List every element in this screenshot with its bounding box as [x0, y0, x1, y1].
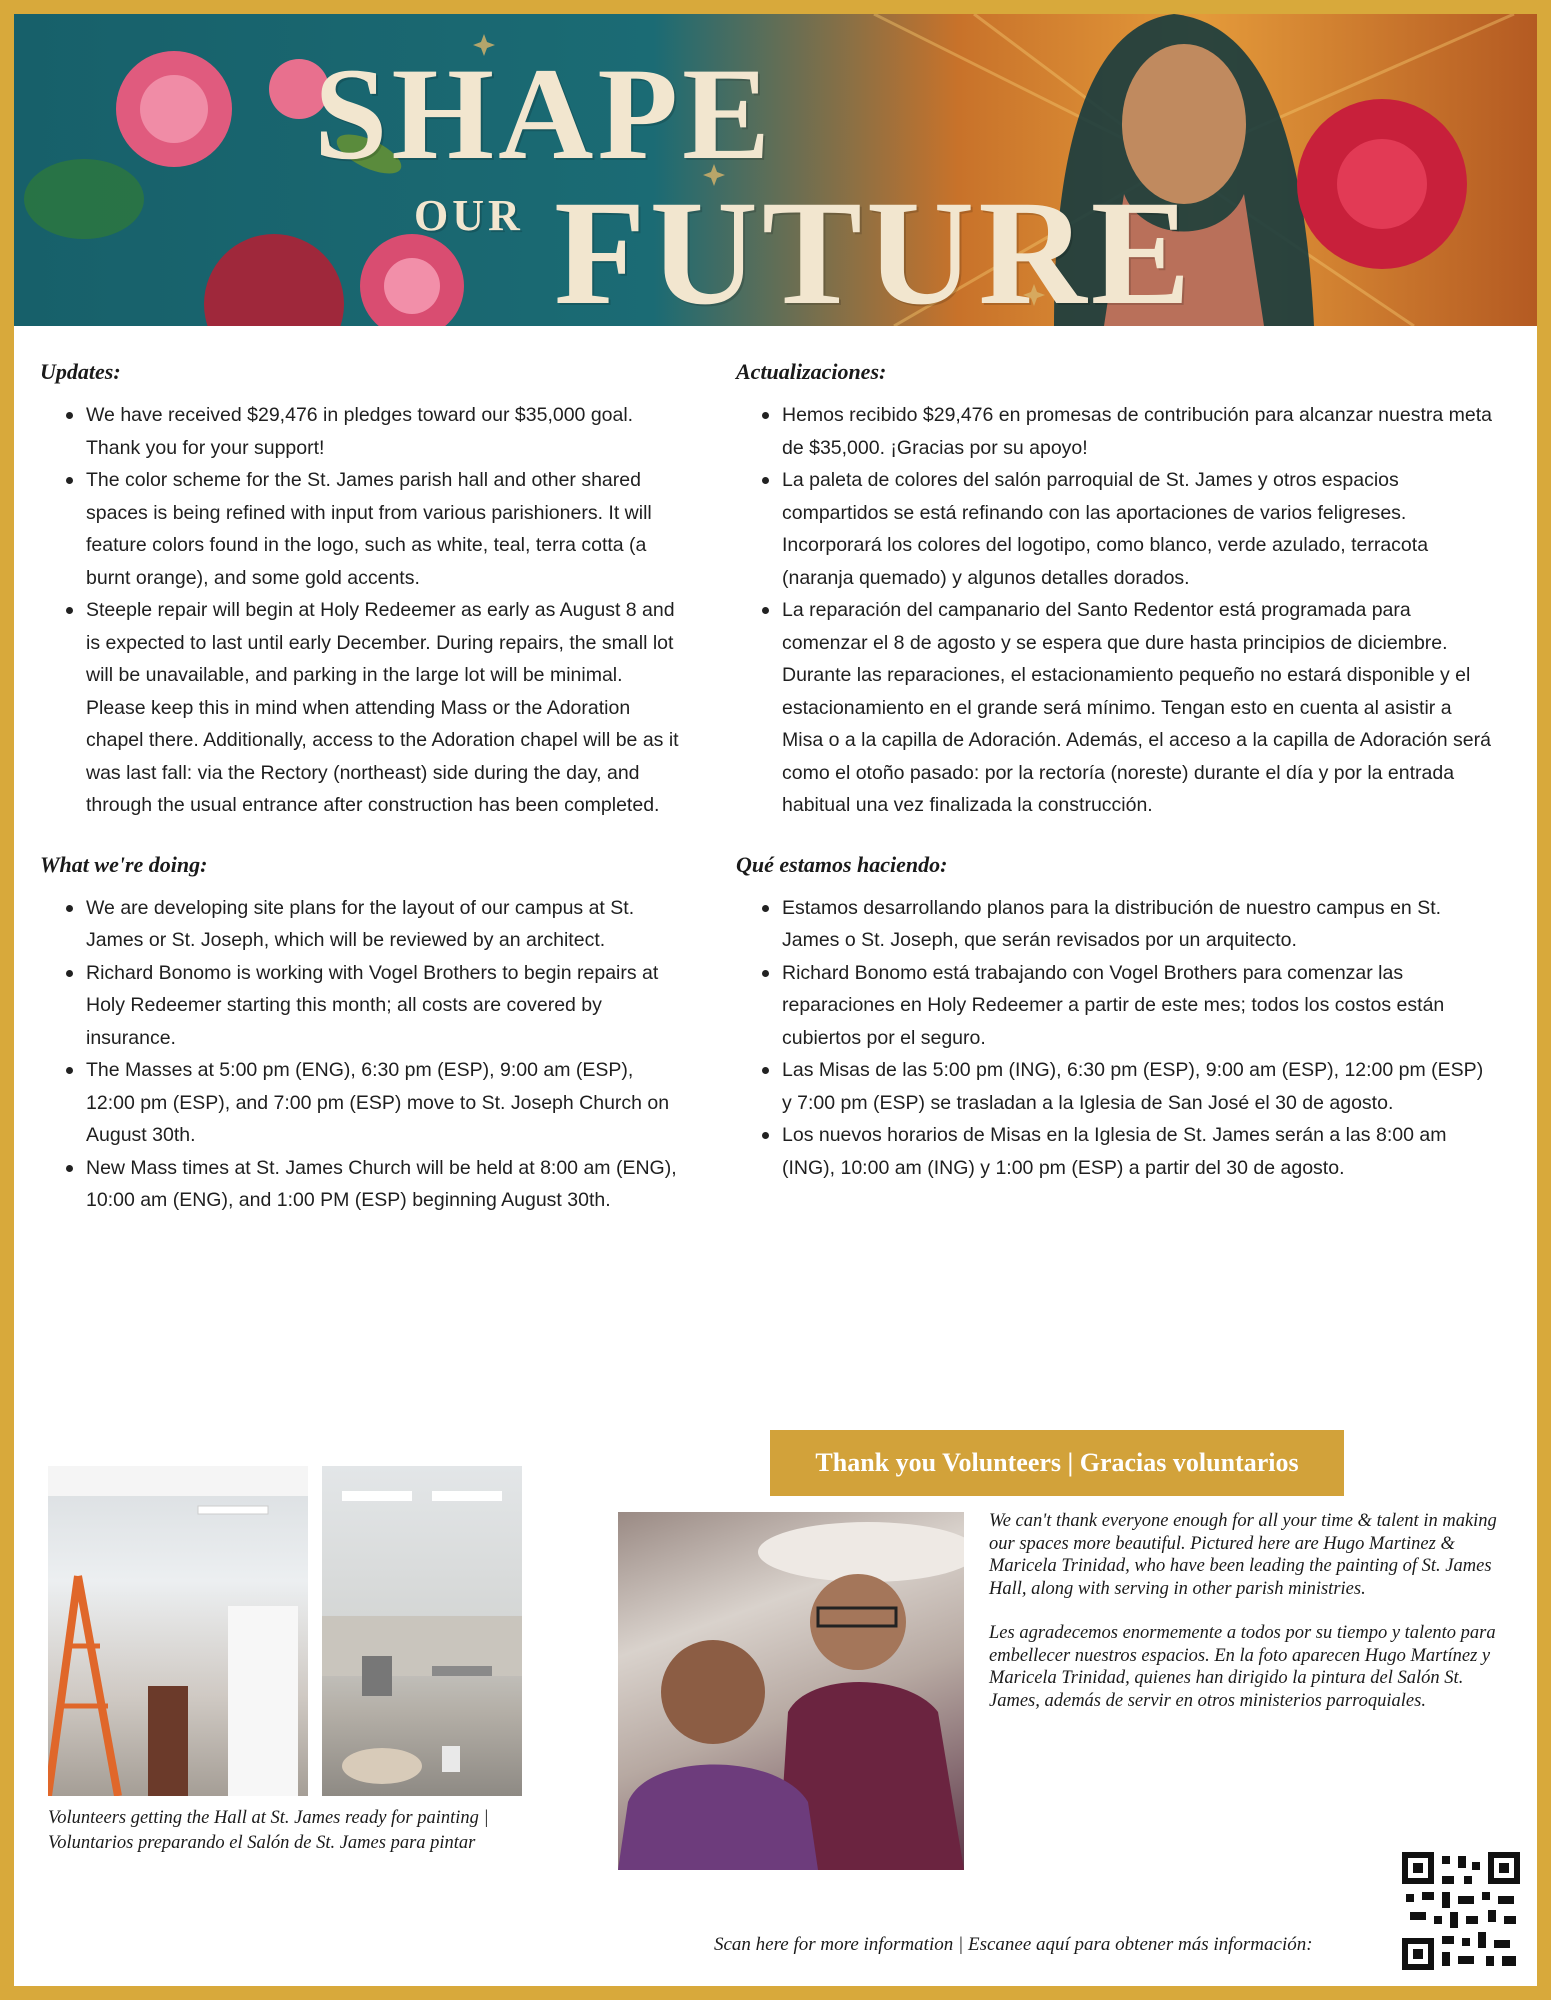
- list-item: La reparación del campanario del Santo Redentor está programada para comenzar el 8 de agosto y se espera que dure hasta principios de diciembre. Durante las reparaciones, el estacionamiento pequeño no estará disponible y el estacionamiento en el grande será mínimo. Tengan esto en cuenta al asistir a Misa o a la capilla de Adoración. Además, el acceso a la capilla de Adoración será como el otoño pasado: por la rectoría (noreste) durante el día y por la entrada habitual una vez finalizada la construcción.: [782, 594, 1496, 822]
- list-item: Hemos recibido $29,476 en promesas de contribución para alcanzar nuestra meta de $35,000. ¡Gracias por su apoyo!: [782, 399, 1496, 464]
- list-item: The color scheme for the St. James parish hall and other shared spaces is being refined with input from various parishioners. It will feature colors found in the logo, such as white, teal, terra cotta (a burnt orange), and some gold accents.: [86, 464, 680, 594]
- actualizaciones-heading: Actualizaciones:: [736, 359, 887, 384]
- thanks-spanish: Les agradecemos enormemente a todos por su tiempo y talento para embellecer nuestros espacios. En la foto aparecen Hugo Martínez y Maricela Trinidad, quienes han dirigido la pintura del Salón St. James, además de servir en otros ministerios parroquiales.: [989, 1623, 1496, 1711]
- doing-list: [40, 892, 680, 1217]
- actualizaciones-list: [736, 399, 1496, 822]
- spanish-column: [736, 359, 1496, 1184]
- banner-title-future: FUTURE: [554, 170, 1195, 326]
- list-item: Richard Bonomo is working with Vogel Brothers to begin repairs at Holy Redeemer starting this month; all costs are covered by insurance.: [86, 957, 680, 1055]
- list-item: The Masses at 5:00 pm (ENG), 6:30 pm (ESP), 9:00 am (ESP), 12:00 pm (ESP), and 7:00 pm (ESP) move to St. Joseph Church on August 30th.: [86, 1054, 680, 1152]
- list-item: We have received $29,476 in pledges toward our $35,000 goal. Thank you for your support!: [86, 399, 680, 464]
- header-banner: [14, 14, 1537, 326]
- volunteers-photo: [618, 1512, 964, 1870]
- hall-photo-room: [322, 1466, 522, 1796]
- list-item: Richard Bonomo está trabajando con Vogel Brothers para comenzar las reparaciones en Holy Redeemer a partir de este mes; todos los costos están cubiertos por el seguro.: [782, 957, 1496, 1055]
- scan-instruction: Scan here for more information | Escanee aquí para obtener más información:: [714, 1934, 1313, 1955]
- list-item: Las Misas de las 5:00 pm (ING), 6:30 pm (ESP), 9:00 am (ESP), 12:00 pm (ESP) y 7:00 pm (ESP) se trasladan a la Iglesia de San José el 30 de agosto.: [782, 1054, 1496, 1119]
- list-item: New Mass times at St. James Church will be held at 8:00 am (ENG), 10:00 am (ENG), and 1:00 PM (ESP) beginning August 30th.: [86, 1152, 680, 1217]
- volunteers-thanks: [989, 1510, 1499, 1734]
- qr-code-icon: [1402, 1852, 1520, 1970]
- updates-heading: Updates:: [40, 359, 121, 384]
- english-column: [40, 359, 680, 1217]
- hall-photos-caption: Volunteers getting the Hall at St. James ready for painting | Voluntarios preparando el Salón de St. James para pintar: [48, 1808, 489, 1853]
- flyer-page: [14, 14, 1537, 1986]
- haciendo-list: [736, 892, 1496, 1185]
- banner-title-our: OUR: [414, 191, 524, 240]
- hall-photo-ladder: [48, 1466, 308, 1796]
- list-item: We are developing site plans for the layout of our campus at St. James or St. Joseph, which will be reviewed by an architect.: [86, 892, 680, 957]
- list-item: Steeple repair will begin at Holy Redeemer as early as August 8 and is expected to last until early December. During repairs, the small lot will be unavailable, and parking in the large lot will be minimal. Please keep this in mind when attending Mass or the Adoration chapel there. Additionally, access to the Adoration chapel will be as it was last fall: via the Rectory (northeast) side during the day, and through the usual entrance after construction has been completed.: [86, 594, 680, 822]
- list-item: La paleta de colores del salón parroquial de St. James y otros espacios compartidos se está refinando con las aportaciones de varios feligreses. Incorporará los colores del logotipo, como blanco, verde azulado, terracota (naranja quemado) y algunos detalles dorados.: [782, 464, 1496, 594]
- list-item: Los nuevos horarios de Misas en la Iglesia de St. James serán a las 8:00 am (ING), 10:00 am (ING) y 1:00 pm (ESP) a partir del 30 de agosto.: [782, 1119, 1496, 1184]
- updates-list: [40, 399, 680, 822]
- thanks-english: We can't thank everyone enough for all your time & talent in making our spaces more beautiful. Pictured here are Hugo Martinez & Maricela Trinidad, who have been leading the painting of St. James Hall, along with serving in other parish ministries.: [989, 1511, 1497, 1599]
- volunteers-banner: Thank you Volunteers | Gracias voluntarios: [770, 1430, 1344, 1496]
- qr-code[interactable]: [1402, 1852, 1520, 1970]
- banner-title-shape: SHAPE: [314, 40, 775, 187]
- doing-heading: What we're doing:: [40, 851, 208, 877]
- haciendo-heading: Qué estamos haciendo:: [736, 851, 948, 877]
- list-item: Estamos desarrollando planos para la distribución de nuestro campus en St. James o St. Joseph, que serán revisados por un arquitecto.: [782, 892, 1496, 957]
